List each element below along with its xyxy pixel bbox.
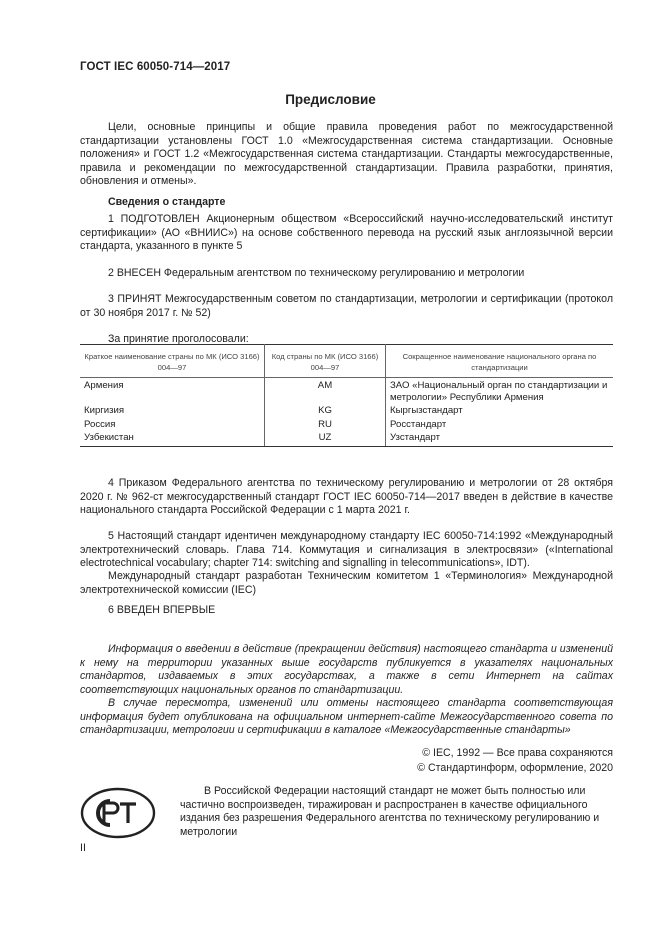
cell-code: RU (265, 418, 386, 432)
cell-country: Россия (84, 418, 116, 430)
table-row (80, 418, 613, 432)
cell-body: Росстандарт (386, 418, 614, 432)
cell-country: Киргизия (84, 405, 125, 416)
item-6-first-introduced: 6 ВВЕДЕН ВПЕРВЫЕ (108, 604, 216, 616)
table-row (80, 404, 613, 418)
cell-code: AM (265, 378, 386, 405)
vote-table (80, 344, 613, 447)
item-2-introduced: 2 ВНЕСЕН Федеральным агентством по техническому регулированию и метрологии (108, 267, 525, 279)
intro-paragraph: Цели, основные принципы и общие правила проведения работ по межгосударственной стандартизации установлены ГОСТ 1.0 «Межгосударственная система стандартизации. Основные положения» и ГОСТ 1.2 «Межгосударственная система стандартизации. Стандарты межгосударственные, правила и рекомендации по межгосударственной стандартизации. Правила разработки, принятия, обновления и отмены». (80, 121, 613, 188)
cell-code: UZ (265, 431, 386, 446)
table-row (80, 378, 613, 405)
copyright-standartinform: © Стандартинформ, оформление, 2020 (417, 762, 613, 774)
cell-body: ЗАО «Национальный орган по стандартизации и метрологии» Республики Армения (386, 378, 614, 405)
item-4-order: 4 Приказом Федерального агентства по техническому регулированию и метрологии от 28 октября 2020 г. № 962-ст межгосударственный стандарт ГОСТ IEC 60050-714—2017 введен в действие в качестве национального стандарта Российской Федерации с 1 марта 2021 г. (80, 477, 613, 517)
info-paragraph-1: Информация о введении в действие (прекращении действия) настоящего стандарта и изменений к нему на территории указанных выше государств публикуется в указателях национальных стандартов, издаваемых в этих государствах, а также в сети Интернет на сайтах соответствующих национальных органов по стандартизации. (80, 643, 613, 696)
page-title: Предисловие (285, 92, 376, 107)
rf-footnote (180, 785, 613, 839)
cell-body: Кыргызстандарт (386, 404, 614, 418)
item-5-identical: 5 Настоящий стандарт идентичен международному стандарту IEC 60050-714:1992 «Международный электротехнический словарь. Глава 714. Коммутация и сигнализация в электросвязи» («International electrotechnical vocabulary; chapter 714: switching and signalling in telecommunications», IDT). (80, 530, 613, 570)
cell-country: Армения (84, 380, 124, 391)
item-3-adopted: 3 ПРИНЯТ Межгосударственным советом по стандартизации, метрологии и сертификации (протокол от 30 ноября 2017 г. № 52) (80, 293, 613, 319)
cell-body: Узстандарт (386, 431, 614, 446)
section-heading: Сведения о стандарте (108, 196, 226, 208)
vote-table-header-row (80, 345, 613, 378)
footnote-text: В Российской Федерации настоящий стандарт не может быть полностью или частично воспроизведен, тиражирован и распространен в качестве официального издания без разрешения Федерального агентства по техническому регулированию и метрологии (180, 785, 600, 838)
copyright-iec: © IEC, 1992 — Все права сохраняются (422, 747, 613, 759)
voted-label: За принятие проголосовали: (108, 333, 249, 345)
header-body: Сокращенное наименование национального органа по стандартизации (386, 345, 614, 378)
table-row (80, 431, 613, 446)
page-number: II (80, 842, 86, 854)
item-5-note: Международный стандарт разработан Техническим комитетом 1 «Терминология» Международной электротехнической комиссии (IEC) (80, 570, 613, 596)
cell-code: KG (265, 404, 386, 418)
info-paragraph-2: В случае пересмотра, изменений или отмены настоящего стандарта соответствующая информация будет опубликована на официальном интернет-сайте Межгосударственного совета по стандартизации, метрологии и сертификации в каталоге «Межгосударственные стандарты» (80, 697, 613, 737)
rst-logo-icon (80, 787, 156, 844)
cell-country: Узбекистан (80, 431, 265, 446)
document-id: ГОСТ IEC 60050-714—2017 (80, 61, 231, 73)
header-code: Код страны по МК (ИСО 3166) 004—97 (265, 345, 386, 378)
item-1-prepared: 1 ПОДГОТОВЛЕН Акционерным обществом «Всероссийский научно-исследовательский институт сертификации» (АО «ВНИИС») на основе собственного перевода на русский язык англоязычной версии стандарта, указанного в пункте 5 (80, 213, 613, 253)
header-country: Краткое наименование страны по МК (ИСО 3166) 004—97 (80, 345, 265, 378)
